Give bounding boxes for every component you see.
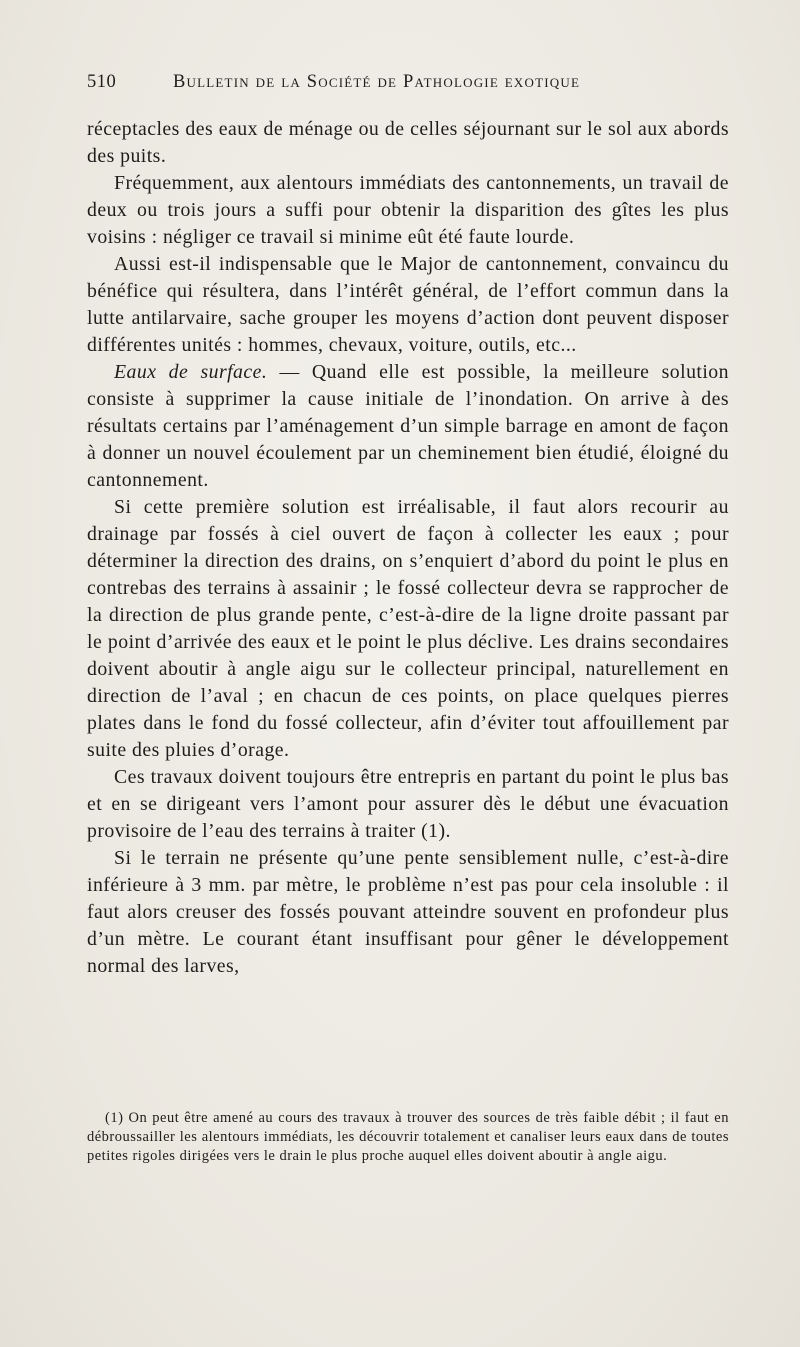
running-head: Bulletin de la Société de Pathologie exotique: [173, 72, 581, 92]
paragraph: Aussi est-il indispensable que le Major de cantonnement, convaincu du bénéfice qui résultera, dans l’intérêt général, de l’effort commun dans la lutte antilarvaire, sache grouper les moyens d’action dont peuvent disposer différentes unités : hommes, chevaux, voiture, outils, etc...: [87, 253, 729, 356]
body-text: [87, 116, 729, 980]
paragraph: Eaux de surface. — Quand elle est possible, la meilleure solution consiste à supprimer la cause initiale de l’inondation. On arrive à des résultats certains par l’aménagement d’un simple barrage en amont de façon à donner un nouvel écoulement par un cheminement bien étudié, éloigné du cantonnement.: [87, 361, 729, 491]
paragraph: réceptacles des eaux de ménage ou de celles séjournant sur le sol aux abords des puits.: [87, 118, 729, 167]
page-header: [87, 72, 737, 93]
section-lead: Eaux de surface.: [114, 361, 268, 383]
footnotes: [87, 1109, 729, 1167]
footnote: (1) On peut être amené au cours des travaux à trouver des sources de très faible débit ; il faut en débroussailler les alentours immédiats, les découvrir totalement et canaliser leurs eaux dans de toutes petites rigoles dirigées vers le drain le plus proche auquel elles doivent aboutir à angle aigu.: [87, 1110, 729, 1165]
paragraph: Si cette première solution est irréalisable, il faut alors recourir au drainage par fossés à ciel ouvert de façon à collecter les eaux ; pour déterminer la direction des drains, on s’enquiert d’abord du point le plus en contrebas des terrains à assainir ; le fossé collecteur devra se rapprocher de la direction de plus grande pente, c’est-à-dire de la ligne droite passant par le point d’arrivée des eaux et le point le plus déclive. Les drains secondaires doivent aboutir à angle aigu sur le collecteur principal, naturellement en direction de l’aval ; en chacun de ces points, on place quelques pierres plates dans le fond du fossé collecteur, afin d’éviter tout affouillement par suite des pluies d’orage.: [87, 496, 729, 761]
paragraph: Fréquemment, aux alentours immédiats des cantonnements, un travail de deux ou trois jours a suffi pour obtenir la disparition des gîtes les plus voisins : négliger ce travail si minime eût été faute lourde.: [87, 172, 729, 248]
page-number: 510: [87, 72, 117, 92]
paragraph: Ces travaux doivent toujours être entrepris en partant du point le plus bas et en se dirigeant vers l’amont pour assurer dès le début une évacuation provisoire de l’eau des terrains à traiter (1).: [87, 766, 729, 842]
paragraph: Si le terrain ne présente qu’une pente sensiblement nulle, c’est-à-dire inférieure à 3 mm. par mètre, le problème n’est pas pour cela insoluble : il faut alors creuser des fossés pouvant atteindre souvent en profondeur plus d’un mètre. Le courant étant insuffisant pour gêner le développement normal des larves,: [87, 847, 729, 977]
